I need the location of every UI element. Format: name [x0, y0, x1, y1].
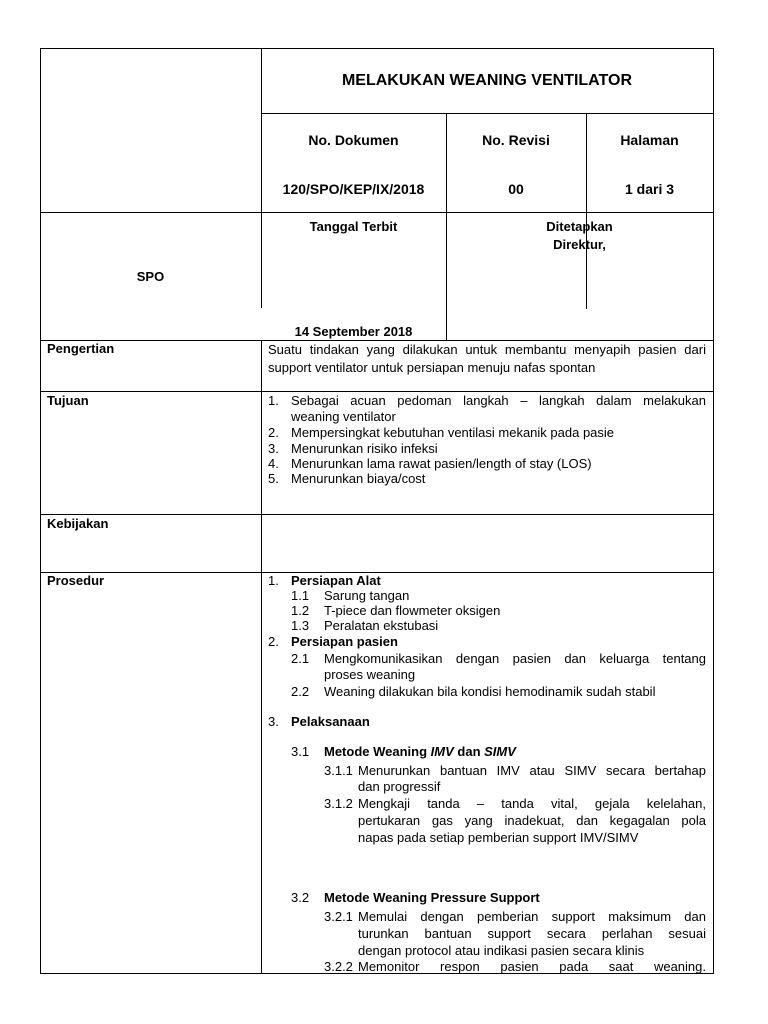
subsubstep-number: 3.1.2	[324, 796, 353, 811]
direktur-label: Direktur,	[553, 237, 606, 252]
substep-number: 1.1	[291, 588, 310, 603]
tanggal-terbit-value: 14 September 2018	[294, 324, 413, 339]
substep-title-simv: SIMV	[484, 744, 516, 759]
substep-number: 3.1	[291, 744, 310, 759]
subsubstep-text: Mengkaji tanda – tanda vital, gejala kelelahan,	[358, 796, 706, 811]
step-number: 1.	[268, 573, 279, 588]
subsubstep-text-continued: turunkan bantuan support secara perlahan sesuai	[358, 926, 706, 941]
no-dokumen-label: No. Dokumen	[308, 132, 399, 148]
substep-number: 1.2	[291, 603, 310, 618]
rule-under-tujuan	[40, 514, 714, 515]
substep-title-part: dan	[453, 744, 485, 759]
tujuan-item-text: Menurunkan lama rawat pasien/length of stay (LOS)	[291, 456, 592, 471]
no-dokumen-value: 120/SPO/KEP/IX/2018	[282, 181, 425, 197]
step-title: Persiapan Alat	[291, 573, 381, 588]
tujuan-item-text-continued: weaning ventilator	[291, 409, 396, 424]
step-title: Pelaksanaan	[291, 714, 370, 729]
subsubstep-text-continued: pertukaran gas yang inadekuat, dan kegagalan pola	[358, 813, 706, 828]
tujuan-item-number: 5.	[268, 471, 279, 486]
substep-number: 2.2	[291, 684, 310, 699]
pengertian-text: Suatu tindakan yang dilakukan untuk membantu menyapih pasien dari support ventilator untuk persiapan menuju nafas spontan	[268, 342, 706, 375]
subsubstep-text: Menurunkan bantuan IMV atau SIMV secara bertahap	[358, 763, 706, 778]
spo-label: SPO	[136, 269, 165, 284]
subsubstep-text: Memulai dengan pemberian support maksimum dan	[358, 909, 706, 924]
substep-number: 3.2	[291, 890, 310, 905]
halaman-label: Halaman	[620, 132, 679, 148]
tujuan-item-number: 2.	[268, 425, 279, 440]
tujuan-item-text: Menurunkan risiko infeksi	[291, 441, 438, 456]
substep-title-part: Metode Weaning	[324, 744, 431, 759]
substep-title: Metode Weaning Pressure Support	[324, 890, 540, 905]
ditetapkan-label: Ditetapkan	[546, 219, 613, 234]
no-revisi-label: No. Revisi	[482, 132, 550, 148]
step-number: 2.	[268, 634, 279, 649]
tanggal-terbit-label: Tanggal Terbit	[309, 219, 398, 234]
substep-title-imv: IMV	[430, 744, 454, 759]
substep-number: 1.3	[291, 618, 310, 633]
pengertian-label: Pengertian	[47, 341, 115, 356]
subsubstep-text-continued: napas pada setiap pemberian support IMV/SIMV	[358, 830, 639, 845]
tujuan-item-text: Mempersingkat kebutuhan ventilasi mekanik pada pasie	[291, 425, 615, 440]
substep-text: Peralatan ekstubasi	[324, 618, 439, 633]
rule-under-doc-info	[40, 212, 714, 213]
prosedur-label: Prosedur	[47, 573, 105, 588]
subsubstep-number: 3.2.2	[324, 959, 353, 974]
tujuan-label: Tujuan	[47, 393, 89, 408]
tujuan-item-number: 1.	[268, 393, 279, 408]
table-border-right	[713, 48, 714, 974]
subsubstep-text-continued: dan progressif	[358, 779, 441, 794]
step-title: Persiapan pasien	[291, 634, 398, 649]
subsubstep-number: 3.2.1	[324, 909, 353, 924]
col-divider-lower	[261, 340, 262, 974]
table-border-top	[40, 48, 714, 49]
substep-text: Weaning dilakukan bila kondisi hemodinamik sudah stabil	[324, 684, 656, 699]
tujuan-item-text: Sebagai acuan pedoman langkah – langkah dalam melakukan	[291, 393, 706, 408]
no-revisi-value: 00	[508, 181, 524, 197]
table-border-left	[40, 48, 41, 974]
tujuan-item-text: Menurunkan biaya/cost	[291, 471, 426, 486]
tujuan-item-number: 3.	[268, 441, 279, 456]
substep-text: T-piece dan flowmeter oksigen	[324, 603, 501, 618]
subsubstep-number: 3.1.1	[324, 763, 353, 778]
tujuan-item-number: 4.	[268, 456, 279, 471]
substep-text: Mengkomunikasikan dengan pasien dan keluarga tentang	[324, 651, 706, 666]
substep-text-continued: proses weaning	[324, 667, 416, 682]
substep-number: 2.1	[291, 651, 310, 666]
substep-title	[324, 744, 516, 760]
subsubstep-text-continued: dengan protocol atau indikasi pasien secara klinis	[358, 943, 645, 958]
rule-under-title	[261, 113, 714, 114]
subsubstep-text: Memonitor respon pasien pada saat weaning.	[358, 959, 706, 974]
document-title: MELAKUKAN WEANING VENTILATOR	[341, 72, 633, 89]
rule-under-pengertian	[40, 391, 714, 392]
halaman-value: 1 dari 3	[624, 181, 675, 197]
step-number: 3.	[268, 714, 279, 729]
kebijakan-label: Kebijakan	[47, 516, 109, 531]
substep-text: Sarung tangan	[324, 588, 410, 603]
